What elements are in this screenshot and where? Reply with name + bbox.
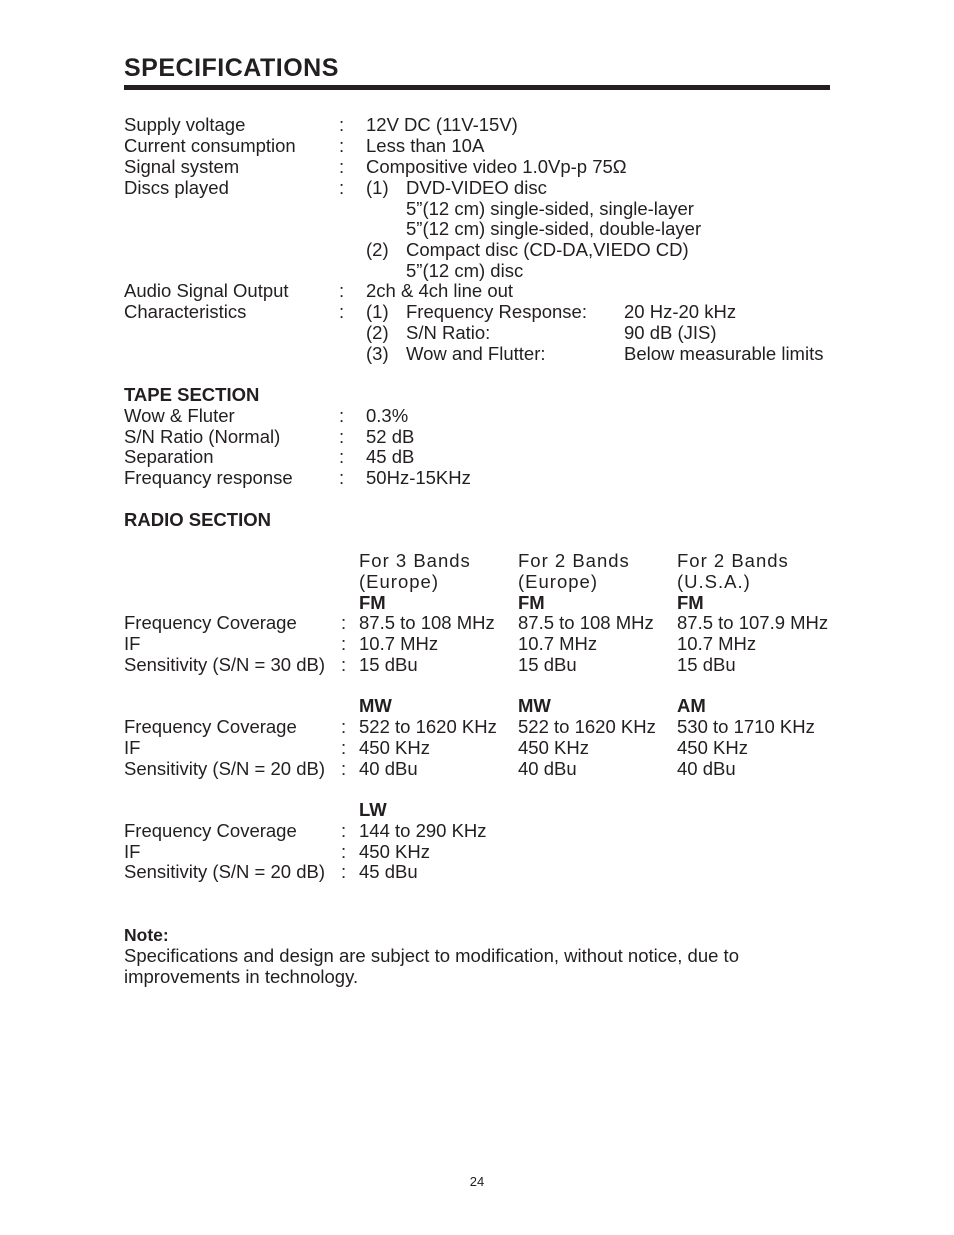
disc-item-detail: 5”(12 cm) single-sided, single-layer <box>406 198 694 219</box>
spec-value-current-consumption: Less than 10A <box>366 135 485 156</box>
page-number: 24 <box>469 1174 485 1189</box>
radio-value: 450 KHz <box>359 841 430 862</box>
radio-value: 522 to 1620 KHz <box>518 716 656 737</box>
note-text: Specifications and design are subject to modification, without notice, due to improvements in technology. <box>124 945 739 987</box>
spec-value-audio-signal-output: 2ch & 4ch line out <box>366 280 514 301</box>
disc-item-number: (1) <box>366 177 389 198</box>
characteristic-value: Below measurable limits <box>624 343 824 364</box>
separator-colon: : <box>339 114 345 135</box>
disc-item-number: (2) <box>366 239 389 260</box>
tape-label: S/N Ratio (Normal) <box>124 426 281 447</box>
radio-value: 15 dBu <box>359 654 418 675</box>
radio-label: Sensitivity (S/N = 20 dB) <box>124 861 326 882</box>
band-label-fm: FM <box>518 592 545 613</box>
separator-colon: : <box>341 654 347 675</box>
spec-label-characteristics: Characteristics <box>124 301 247 322</box>
spec-value-signal-system: Compositive video 1.0Vp-p 75Ω <box>366 156 627 177</box>
spec-value-supply-voltage: 12V DC (11V-15V) <box>366 114 518 135</box>
disc-item-detail: 5”(12 cm) single-sided, double-layer <box>406 218 702 239</box>
radio-column-region: (Europe) <box>518 571 598 592</box>
radio-value: 40 dBu <box>677 758 736 779</box>
radio-value: 10.7 MHz <box>359 633 439 654</box>
radio-column-header: For 2 Bands <box>518 550 630 571</box>
characteristic-number: (1) <box>366 301 389 322</box>
spec-label-audio-signal-output: Audio Signal Output <box>124 280 289 301</box>
characteristic-name: Wow and Flutter: <box>406 343 546 364</box>
separator-colon: : <box>341 820 347 841</box>
radio-label: IF <box>124 737 141 758</box>
tape-value: 52 dB <box>366 426 415 447</box>
band-label-am: AM <box>677 695 706 716</box>
separator-colon: : <box>339 301 345 322</box>
radio-label: Sensitivity (S/N = 30 dB) <box>124 654 326 675</box>
page-title: SPECIFICATIONS <box>124 54 339 82</box>
radio-label: Sensitivity (S/N = 20 dB) <box>124 758 326 779</box>
radio-label: Frequency Coverage <box>124 612 297 633</box>
separator-colon: : <box>341 716 347 737</box>
characteristic-name: S/N Ratio: <box>406 322 491 343</box>
separator-colon: : <box>339 135 345 156</box>
separator-colon: : <box>341 633 347 654</box>
separator-colon: : <box>341 861 347 882</box>
radio-value: 40 dBu <box>518 758 577 779</box>
band-label-mw: MW <box>518 695 551 716</box>
band-label-mw: MW <box>359 695 392 716</box>
characteristic-value: 20 Hz-20 kHz <box>624 301 737 322</box>
separator-colon: : <box>339 280 345 301</box>
radio-value: 10.7 MHz <box>677 633 757 654</box>
tape-section-heading: TAPE SECTION <box>124 384 260 405</box>
separator-colon: : <box>339 177 345 198</box>
title-rule <box>124 85 830 90</box>
separator-colon: : <box>339 405 345 426</box>
radio-label: IF <box>124 633 141 654</box>
radio-value: 530 to 1710 KHz <box>677 716 815 737</box>
spec-label-current-consumption: Current consumption <box>124 135 296 156</box>
separator-colon: : <box>339 156 345 177</box>
radio-value: 450 KHz <box>359 737 430 758</box>
characteristic-name: Frequency Response: <box>406 301 587 322</box>
band-label-fm: FM <box>677 592 704 613</box>
radio-value: 87.5 to 108 MHz <box>518 612 654 633</box>
radio-value: 15 dBu <box>677 654 736 675</box>
radio-column-header: For 2 Bands <box>677 550 789 571</box>
separator-colon: : <box>341 612 347 633</box>
tape-value: 50Hz-15KHz <box>366 467 471 488</box>
radio-value: 144 to 290 KHz <box>359 820 487 841</box>
disc-item-name: DVD-VIDEO disc <box>406 177 547 198</box>
radio-label: Frequency Coverage <box>124 716 297 737</box>
radio-value: 10.7 MHz <box>518 633 598 654</box>
radio-column-region: (U.S.A.) <box>677 571 751 592</box>
spec-label-supply-voltage: Supply voltage <box>124 114 246 135</box>
radio-value: 87.5 to 107.9 MHz <box>677 612 829 633</box>
tape-value: 45 dB <box>366 446 415 467</box>
radio-value: 450 KHz <box>518 737 589 758</box>
spec-label-signal-system: Signal system <box>124 156 240 177</box>
separator-colon: : <box>339 446 345 467</box>
radio-value: 522 to 1620 KHz <box>359 716 497 737</box>
band-label-fm: FM <box>359 592 386 613</box>
radio-section-heading: RADIO SECTION <box>124 509 271 530</box>
radio-value: 45 dBu <box>359 861 418 882</box>
separator-colon: : <box>341 841 347 862</box>
separator-colon: : <box>339 467 345 488</box>
separator-colon: : <box>339 426 345 447</box>
characteristic-value: 90 dB (JIS) <box>624 322 717 343</box>
tape-label: Separation <box>124 446 214 467</box>
radio-value: 87.5 to 108 MHz <box>359 612 495 633</box>
radio-value: 15 dBu <box>518 654 577 675</box>
radio-label: Frequency Coverage <box>124 820 297 841</box>
spec-label-discs-played: Discs played <box>124 177 229 198</box>
disc-item-name: Compact disc (CD-DA,VIEDO CD) <box>406 239 689 260</box>
disc-item-detail: 5”(12 cm) disc <box>406 260 524 281</box>
characteristic-number: (3) <box>366 343 389 364</box>
characteristic-number: (2) <box>366 322 389 343</box>
radio-column-region: (Europe) <box>359 571 439 592</box>
tape-label: Wow & Fluter <box>124 405 235 426</box>
separator-colon: : <box>341 758 347 779</box>
note-heading: Note: <box>124 925 169 945</box>
radio-value: 450 KHz <box>677 737 748 758</box>
radio-column-header: For 3 Bands <box>359 550 471 571</box>
radio-label: IF <box>124 841 141 862</box>
tape-label: Frequancy response <box>124 467 293 488</box>
radio-value: 40 dBu <box>359 758 418 779</box>
band-label-lw: LW <box>359 799 387 820</box>
separator-colon: : <box>341 737 347 758</box>
tape-value: 0.3% <box>366 405 409 426</box>
